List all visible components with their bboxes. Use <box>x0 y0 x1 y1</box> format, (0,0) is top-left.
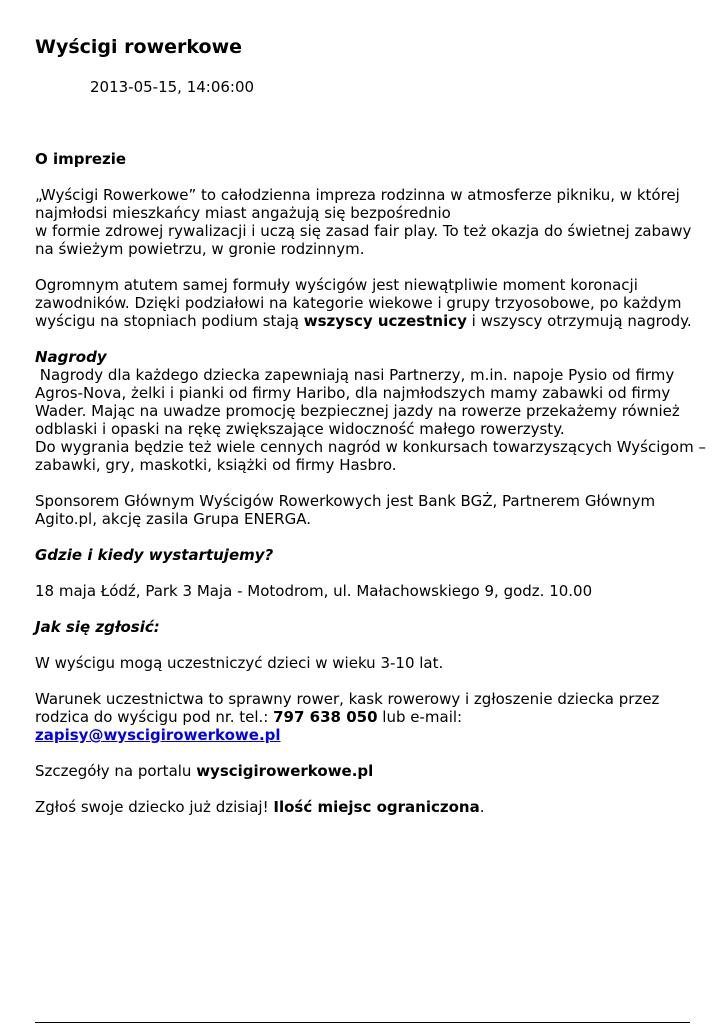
text-line: Warunek uczestnictwa to sprawny rower, kask rowerowy i zgłoszenie dziecka przez <box>35 690 660 708</box>
text-fragment: Zgłoś swoje dziecko już dzisiaj! <box>35 798 274 816</box>
age-text: W wyścigu mogą uczestniczyć dzieci w wieku 3-10 lat. <box>35 654 444 672</box>
text-line: Sponsorem Głównym Wyścigów Rowerkowych jest Bank BGŻ, Partnerem Głównym <box>35 492 656 510</box>
all-participants-emphasis: wszyscy uczestnicy <box>303 312 467 330</box>
about-heading: O imprezie <box>35 150 127 168</box>
text-line: Ogromnym atutem samej formuły wyścigów jest niewątpliwie moment koronacji <box>35 276 638 294</box>
call-to-action <box>35 798 700 816</box>
intro-paragraph <box>35 186 700 258</box>
text-fragment: wyścigu na stopniach podium stają <box>35 312 304 330</box>
where-heading: Gdzie i kiedy wystartujemy? <box>35 546 274 564</box>
text-line: w formie zdrowej rywalizacji i uczą się zasad fair play. To też okazja do świetnej zabawy <box>35 222 692 240</box>
details-text <box>35 762 700 780</box>
prizes-paragraph <box>35 348 706 474</box>
text-line: zawodników. Dzięki podziałowi na kategorie wiekowe i grupy trzyosobowe, po każdym <box>35 294 682 312</box>
text-fragment: rodzica do wyścigu pod nr. tel.: <box>35 708 274 726</box>
publish-date: 2013-05-15, 14:06:00 <box>90 78 255 96</box>
where-text: 18 maja Łódź, Park 3 Maja - Motodrom, ul. Małachowskiego 9, godz. 10.00 <box>35 582 593 600</box>
limited-places-emphasis: Ilość miejsc ograniczona <box>273 798 480 816</box>
text-fragment: . <box>479 798 485 816</box>
portal-name: wyscigirowerkowe.pl <box>196 762 374 780</box>
prizes-heading: Nagrody <box>35 348 107 366</box>
phone-number: 797 638 050 <box>273 708 378 726</box>
signup-heading: Jak się zgłosić: <box>35 618 160 636</box>
footer-divider <box>35 1022 690 1023</box>
text-line: „Wyścigi Rowerkowe” to całodzienna impreza rodzinna w atmosferze pikniku, w której <box>35 186 680 204</box>
sponsor-paragraph <box>35 492 700 528</box>
page-title: Wyścigi rowerkowe <box>35 36 243 58</box>
email-link[interactable]: zapisy@wyscigirowerkowe.pl <box>35 726 281 744</box>
format-paragraph <box>35 276 700 330</box>
text-fragment: i wszyscy otrzymują nagrody. <box>466 312 692 330</box>
text-line: Agros-Nova, żelki i pianki od firmy Haribo, dla najmłodszych mamy zabawki od firmy <box>35 384 671 402</box>
text-line: na świeżym powietrzu, w gronie rodzinnym. <box>35 240 365 258</box>
text-fragment: Szczegóły na portalu <box>35 762 197 780</box>
text-line <box>35 312 692 330</box>
text-line: Agito.pl, akcję zasila Grupa ENERGA. <box>35 510 311 528</box>
text-line: najmłodsi mieszkańcy miast angażują się bezpośrednio <box>35 204 451 222</box>
text-line: Wader. Mając na uwadze promocję bezpiecznej jazdy na rowerze przekażemy również <box>35 402 680 420</box>
text-line: zabawki, gry, maskotki, książki od firmy Hasbro. <box>35 456 397 474</box>
conditions-paragraph <box>35 690 700 744</box>
text-fragment: lub e-mail: <box>377 708 463 726</box>
text-line: odblaski i opaski na rękę zwiększające widoczność małego rowerzysty. <box>35 420 565 438</box>
text-line: Do wygrania będzie też wiele cennych nagród w konkursach towarzyszących Wyścigom – <box>35 438 706 456</box>
text-line: Nagrody dla każdego dziecka zapewniają nasi Partnerzy, m.in. napoje Pysio od firmy <box>35 366 675 384</box>
article-body <box>35 150 706 834</box>
text-line <box>35 708 462 726</box>
